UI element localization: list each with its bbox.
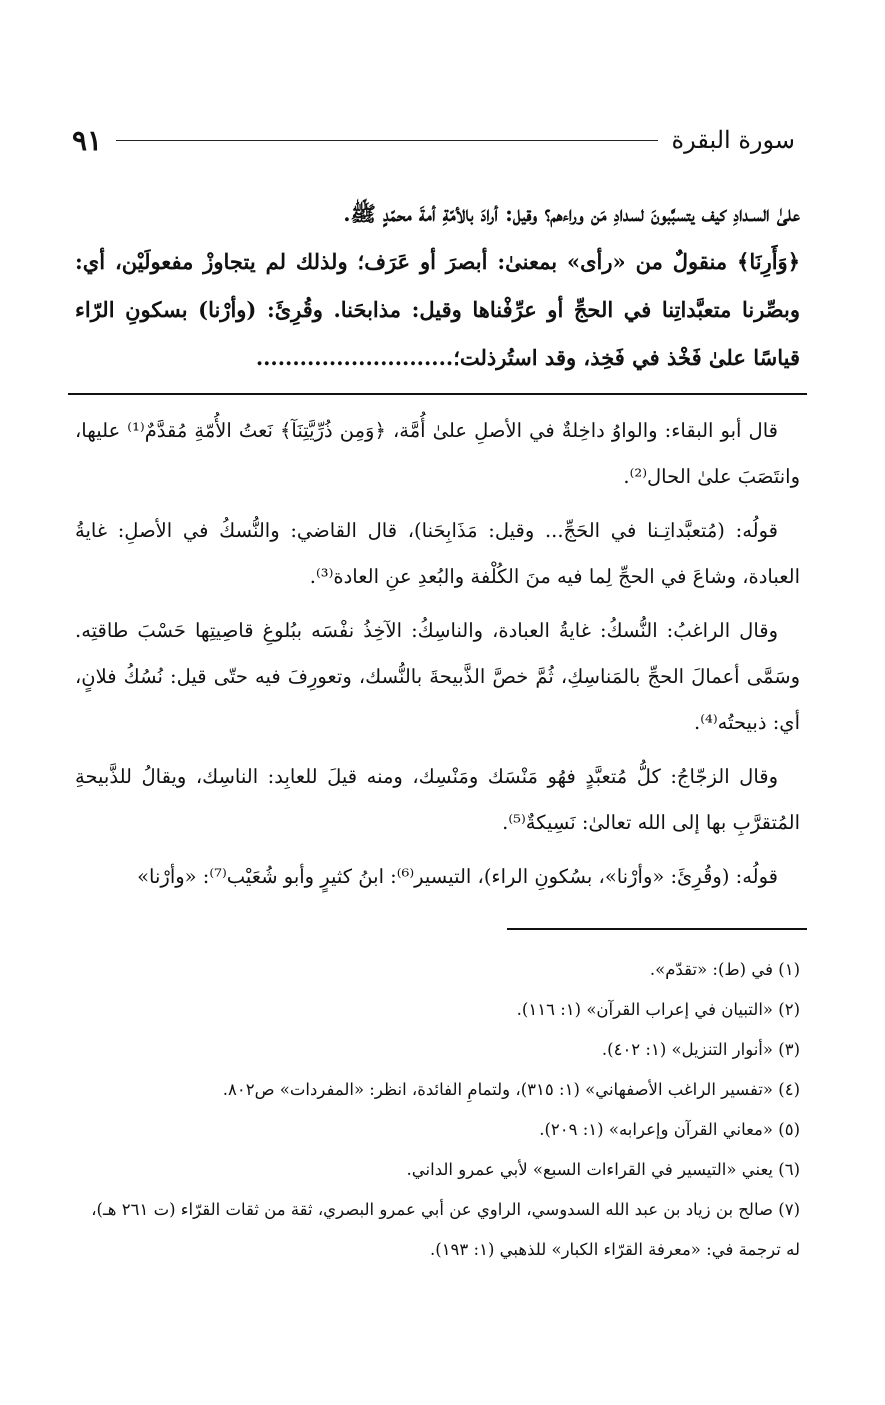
- footnote-item: (٦) يعني «التيسير في القراءات السبع» لأبي عمرو الداني.: [406, 1160, 800, 1179]
- footnote-divider: [507, 928, 807, 930]
- footnote-item: (٥) «معاني القرآن وإعرابه» (١: ٢٠٩).: [539, 1120, 800, 1139]
- footnote-item: (١) في (ط): «تقدّم».: [649, 960, 800, 979]
- commentary-paragraph: قولُه: (وقُرِئَ: «وأرْنا»، بسُكونِ الراء)، التيسير⁽⁶⁾: ابنُ كثيرٍ وأبو شُعَيْب⁽⁷⁾: «وأرْنا»: [137, 865, 778, 888]
- page-number: ٩١: [72, 123, 103, 157]
- main-text: [75, 190, 800, 382]
- commentary: [75, 408, 800, 908]
- footnote-item: (٧) صالح بن زياد بن عبد الله السدوسي، الراوي عن أبي عمرو البصري، ثقة من ثقات القرّاء (ت ٢٦١ هـ)، له ترجمة في: «معرفة القرّاء الكبار» للذهبي (١: ١٩٣).: [91, 1200, 800, 1259]
- main-paragraph: ﴿وَأَرِنَا﴾ منقولٌ من «رأى» بمعنىٰ: أبصرَ أو عَرَف؛ ولذلك لم يتجاوزْ مفعولَيْن، أي: وبصِّرنا متعبَّداتِنا في الحجِّ أو عرِّفْناها وقيل: مذابحَنا. وقُرِئَ: (وأرْنا) بسكونِ الرّاء قياسًا علىٰ فَخْذ في فَخِذ، وقد استُرذلت؛...........................: [75, 249, 800, 370]
- commentary-paragraph: وقال الزجّاجُ: كلُّ مُتعبَّدٍ فهُو مَنْسَك ومَنْسِك، ومنه قيلَ للعابِد: الناسِك، ويقالُ للذَّبيحةِ المُتقرَّبِ بها إلى الله تعالىٰ: نَسِيكةٌ⁽⁵⁾.: [75, 765, 800, 834]
- surah-name: سورة البقرة: [671, 126, 795, 154]
- commentary-paragraph: قولُه: (مُتعبَّداتِـنا في الحَجِّ... وقيل: مَذَابِحَنا)، قال القاضي: والنُّسكُ في الأصلِ: غايةُ العبادة، وشاعَ في الحجِّ لِما فيه منَ الكُلْفة والبُعدِ عنِ العادة⁽³⁾.: [75, 519, 800, 588]
- footnote-item: (٢) «التبيان في إعراب القرآن» (١: ١١٦).: [516, 1000, 800, 1019]
- commentary-paragraph: قال أبو البقاء: والواوُ داخِلةٌ في الأصلِ علىٰ أُمَّة، ﴿وَمِن ذُرِّيَّتِنَآ﴾ نَعتُ الأُمّةِ مُقدَّمٌ⁽¹⁾ عليها، وانتَصَبَ علىٰ الحال⁽²⁾.: [75, 419, 800, 488]
- main-paragraph: علىٰ السـدادِ كيف يتسبَّبونَ لسدادِ مَن وراءهم؟ وقيل: أرادَ بالأمّةِ أمةَ محمّدٍ ﷺ.: [343, 201, 800, 226]
- commentary-paragraph: وقال الراغبُ: النُّسكُ: غايةُ العبادة، والناسِكُ: الآخِذُ نفْسَه ببُلوغِ قاصِيتِها حَسْبَ طاقتِه. وسَمَّى أعمالَ الحجِّ بالمَناسِكِ، ثُمَّ خصَّ الذَّبيحةَ بالنُّسك، وتعورِفَ فيه حتّى قيل: نُسُكُ فلانٍ، أي: ذبيحتُه⁽⁴⁾.: [75, 619, 800, 734]
- footnote-item: (٤) «تفسير الراغب الأصفهاني» (١: ٣١٥)، ولتمامِ الفائدة، انظر: «المفردات» ص٨٠٢.: [222, 1080, 800, 1099]
- footnotes: [75, 950, 800, 1270]
- footnote-item: (٣) «أنوار التنزيل» (١: ٤٠٢).: [601, 1040, 800, 1059]
- page-header: [72, 120, 795, 160]
- header-rule: [116, 140, 657, 141]
- footnote-list: [75, 950, 800, 1270]
- main-divider: [68, 393, 807, 395]
